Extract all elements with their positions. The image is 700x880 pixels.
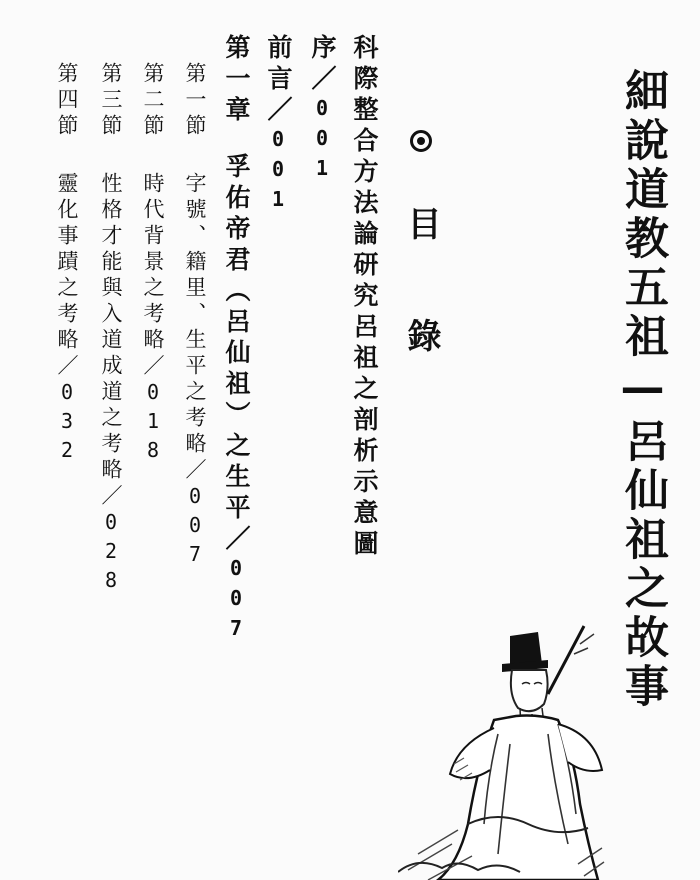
toc-entry-page: 001 <box>310 96 334 186</box>
toc-entry-section-3[interactable] <box>100 62 121 597</box>
book-title: 細說道教五祖—呂仙祖之故事 <box>617 68 668 712</box>
toc-entry-label: 序／ <box>308 34 337 96</box>
toc-entry-page: 001 <box>266 127 290 217</box>
toc-entry-label: 前言／ <box>264 34 293 127</box>
toc-entry-label: 孚佑帝君（呂仙祖）之生平／ <box>222 153 251 556</box>
toc-entry-label: 時代背景之考略／ <box>141 172 165 380</box>
toc-section-number: 第三節 <box>99 62 123 140</box>
toc-heading-char-1: 目 <box>401 206 441 244</box>
toc-heading-char-2: 錄 <box>401 318 441 356</box>
bullseye-icon <box>410 130 432 152</box>
toc-entry-section-1[interactable] <box>184 62 205 571</box>
toc-entry-page: 032 <box>55 380 79 467</box>
toc-section-number: 第四節 <box>55 62 79 140</box>
toc-entry-chapter-1[interactable] <box>224 34 249 646</box>
toc-entry-page: 007 <box>224 556 248 646</box>
taoist-immortal-illustration <box>398 624 608 880</box>
toc-heading <box>401 130 441 356</box>
toc-entry-label: 字號、籍里、生平之考略／ <box>183 172 207 484</box>
toc-entry-label: 科際整合方法論研究呂祖之剖析示意圖 <box>350 34 379 561</box>
toc-entry-foreword[interactable] <box>266 34 291 217</box>
toc-entry-label: 靈化事蹟之考略／ <box>55 172 79 380</box>
toc-entry-diagram[interactable] <box>352 34 377 561</box>
toc-section-number: 第一節 <box>183 62 207 140</box>
toc-entry-page: 018 <box>141 380 165 467</box>
toc-chapter-number: 第一章 <box>222 34 251 127</box>
toc-entry-section-4[interactable] <box>56 62 77 467</box>
toc-entry-preface[interactable] <box>310 34 335 186</box>
toc-entry-page: 007 <box>183 484 207 571</box>
toc-entry-label: 性格才能與入道成道之考略／ <box>99 172 123 510</box>
toc-entry-section-2[interactable] <box>142 62 163 467</box>
toc-entry-page: 028 <box>99 510 123 597</box>
toc-section-number: 第二節 <box>141 62 165 140</box>
